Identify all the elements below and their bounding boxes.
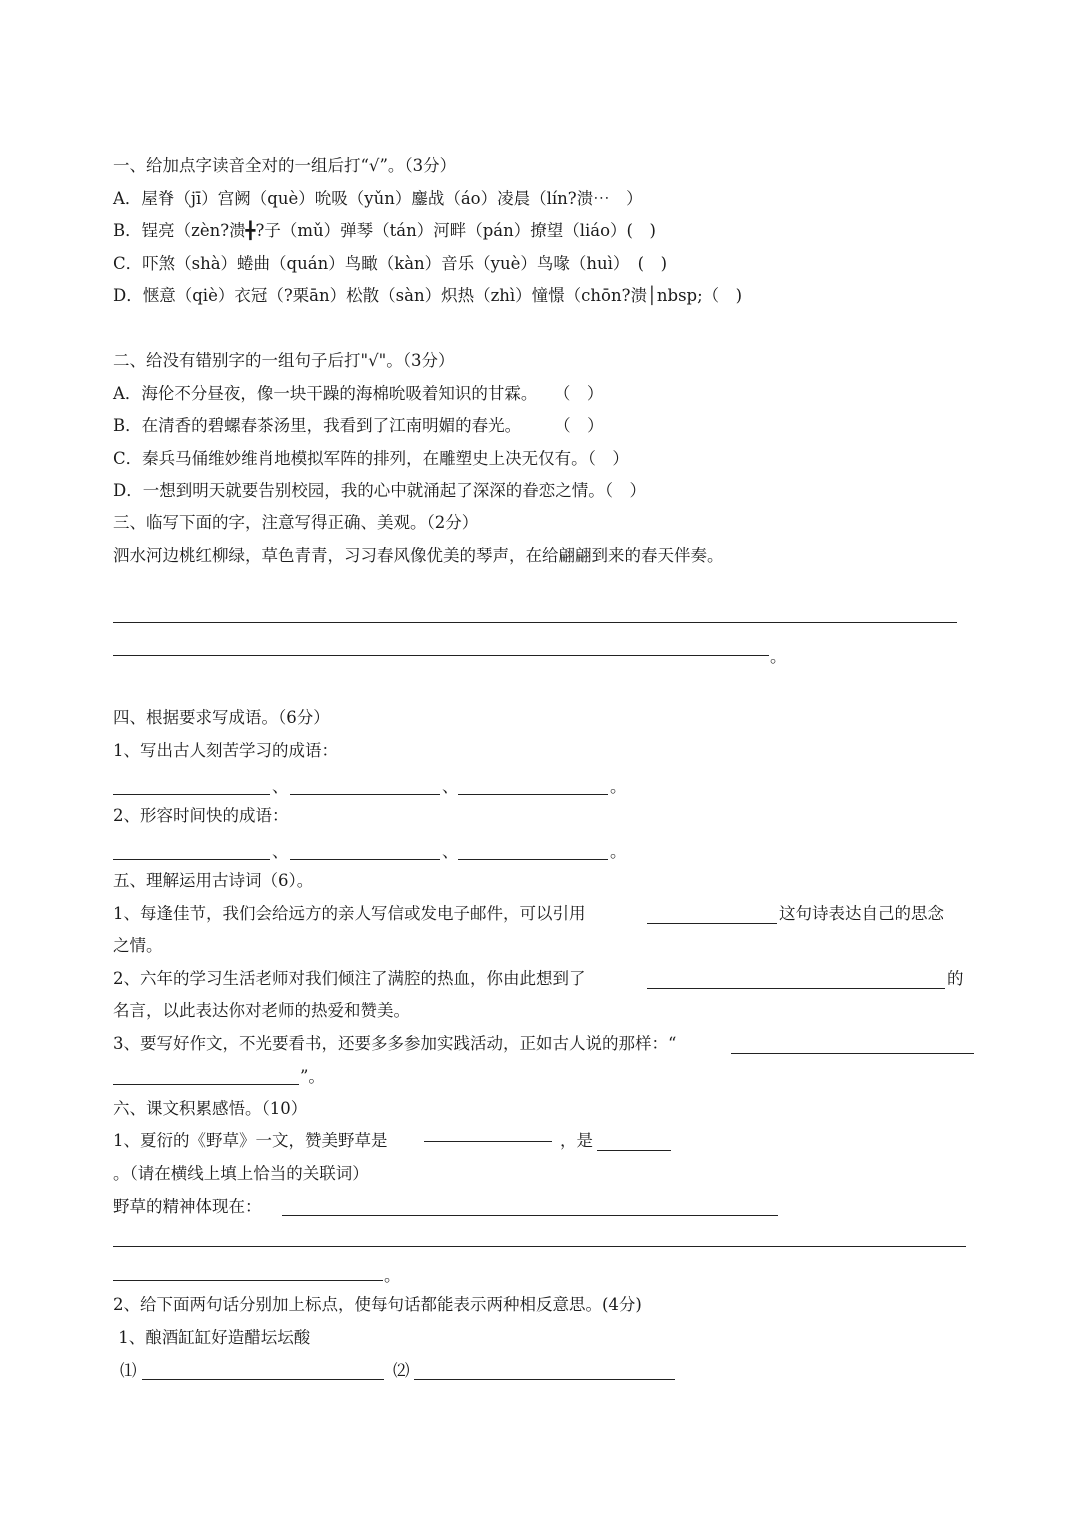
idiom2-end: 。 — [610, 842, 627, 861]
idiom2-sep-2: 、 — [442, 842, 459, 861]
idiom2-blank-3[interactable] — [458, 859, 608, 860]
text-q1-c: 。（请在横线上填上恰当的关联词） — [113, 1164, 369, 1183]
answer-blank-2[interactable] — [414, 1379, 675, 1380]
idiom-question-2: 2、形容时间快的成语： — [113, 806, 289, 825]
poem-q3-text-a: 3、要写好作文，不光要看书，还要多多参加实践活动，正如古人说的那样：“ — [113, 1034, 677, 1053]
poem-q2-text-a: 2、六年的学习生活老师对我们倾注了满腔的热血，你由此想到了 — [113, 969, 586, 988]
idiom-question-1: 1、写出古人刻苦学习的成语： — [113, 741, 338, 760]
grass-spirit-period: 。 — [384, 1266, 401, 1285]
section1-option-d: D．惬意（qiè）衣冠（?栗ān）松散（sàn）炽热（zhì）憧憬（chōn?溃│nbsp;（ ) — [113, 286, 743, 305]
section1-title: 一、给加点字读音全对的一组后打“√”。（3分） — [113, 156, 457, 175]
poem-q3-text-b: ”。 — [300, 1067, 325, 1086]
text-q1-b: ，是 — [560, 1131, 593, 1150]
punctuation-question: 2、给下面两句话分别加上标点，使每句话都能表示两种相反意思。(4分) — [113, 1295, 642, 1314]
grass-spirit-blank-1[interactable] — [282, 1215, 778, 1216]
copy-line-period: 。 — [770, 647, 787, 666]
section2-option-d: D．一想到明天就要告别校园，我的心中就涌起了深深的眷恋之情。（ ） — [113, 481, 646, 500]
poem-q2-blank[interactable] — [647, 988, 945, 989]
section3-copy-text: 泗水河边桃红柳绿，草色青青，习习春风像优美的琴声，在给翩翩到来的春天伴奏。 — [113, 546, 724, 565]
poem-q1-text-c: 之情。 — [113, 936, 163, 955]
poem-q3-blank-2[interactable] — [113, 1084, 299, 1085]
section6-title: 六、课文积累感悟。（10） — [113, 1099, 308, 1118]
idiom1-end: 。 — [610, 777, 627, 796]
poem-q2-text-c: 名言，以此表达你对老师的热爱和赞美。 — [113, 1001, 410, 1020]
copy-line-2[interactable] — [113, 655, 769, 656]
idiom2-blank-2[interactable] — [290, 859, 440, 860]
idiom1-sep-2: 、 — [442, 777, 459, 796]
section1-option-b: B．锃亮（zèn?溃╋?子（mǔ）弹琴（tán）河畔（pán）撩望（liáo）( ) — [113, 221, 656, 240]
text-q1-blank-1[interactable] — [424, 1141, 552, 1142]
section2-title: 二、给没有错别字的一组句子后打"√"。（3分） — [113, 351, 455, 370]
grass-spirit-blank-3[interactable] — [113, 1280, 383, 1281]
answer-label-2: ⑵ — [393, 1361, 410, 1380]
section1-option-c: C．吓煞（shà）蜷曲（quán）鸟瞰（kàn）音乐（yuè）鸟喙（huì） ( ) — [113, 254, 668, 273]
answer-blank-1[interactable] — [142, 1379, 384, 1380]
section2-option-b: B．在清香的碧螺春茶汤里，我看到了江南明媚的春光。 （ ） — [113, 416, 604, 435]
grass-spirit-blank-2[interactable] — [113, 1246, 966, 1247]
section1-option-a: A．屋脊（jī）宫阙（què）吮吸（yǔn）鏖战（áo）凌晨（lín?溃⋯ ） — [113, 189, 643, 208]
punctuation-sentence-1: 1、酿酒缸缸好造醋坛坛酸 — [113, 1328, 311, 1347]
poem-q1-blank[interactable] — [647, 923, 777, 924]
answer-label-1: ⑴ — [120, 1361, 137, 1380]
idiom1-blank-3[interactable] — [458, 794, 608, 795]
poem-q3-blank-1[interactable] — [731, 1053, 974, 1054]
text-q1-blank-2[interactable] — [597, 1150, 671, 1151]
section2-option-a: A．海伦不分昼夜，像一块干躁的海棉吮吸着知识的甘霖。 （ ） — [113, 384, 604, 403]
idiom1-blank-1[interactable] — [113, 794, 270, 795]
idiom1-sep-1: 、 — [272, 777, 289, 796]
section2-option-c: C．秦兵马俑维妙维肖地模拟军阵的排列，在雕塑史上决无仅有。（ ） — [113, 449, 629, 468]
idiom2-blank-1[interactable] — [113, 859, 270, 860]
poem-q1-text-b: 这句诗表达自己的思念 — [779, 904, 944, 923]
poem-q1-text-a: 1、每逢佳节，我们会给远方的亲人写信或发电子邮件，可以引用 — [113, 904, 586, 923]
section4-title: 四、根据要求写成语。（6分） — [113, 708, 330, 727]
text-q1-a: 1、夏衍的《野草》一文，赞美野草是 — [113, 1131, 388, 1150]
copy-line-1[interactable] — [113, 622, 957, 623]
poem-q2-text-b: 的 — [947, 969, 964, 988]
idiom2-sep-1: 、 — [272, 842, 289, 861]
grass-spirit-label: 野草的精神体现在： — [113, 1197, 262, 1216]
section5-title: 五、理解运用古诗词（6）。 — [113, 871, 314, 890]
idiom1-blank-2[interactable] — [290, 794, 440, 795]
section3-title: 三、临写下面的字，注意写得正确、美观。（2分） — [113, 513, 479, 532]
